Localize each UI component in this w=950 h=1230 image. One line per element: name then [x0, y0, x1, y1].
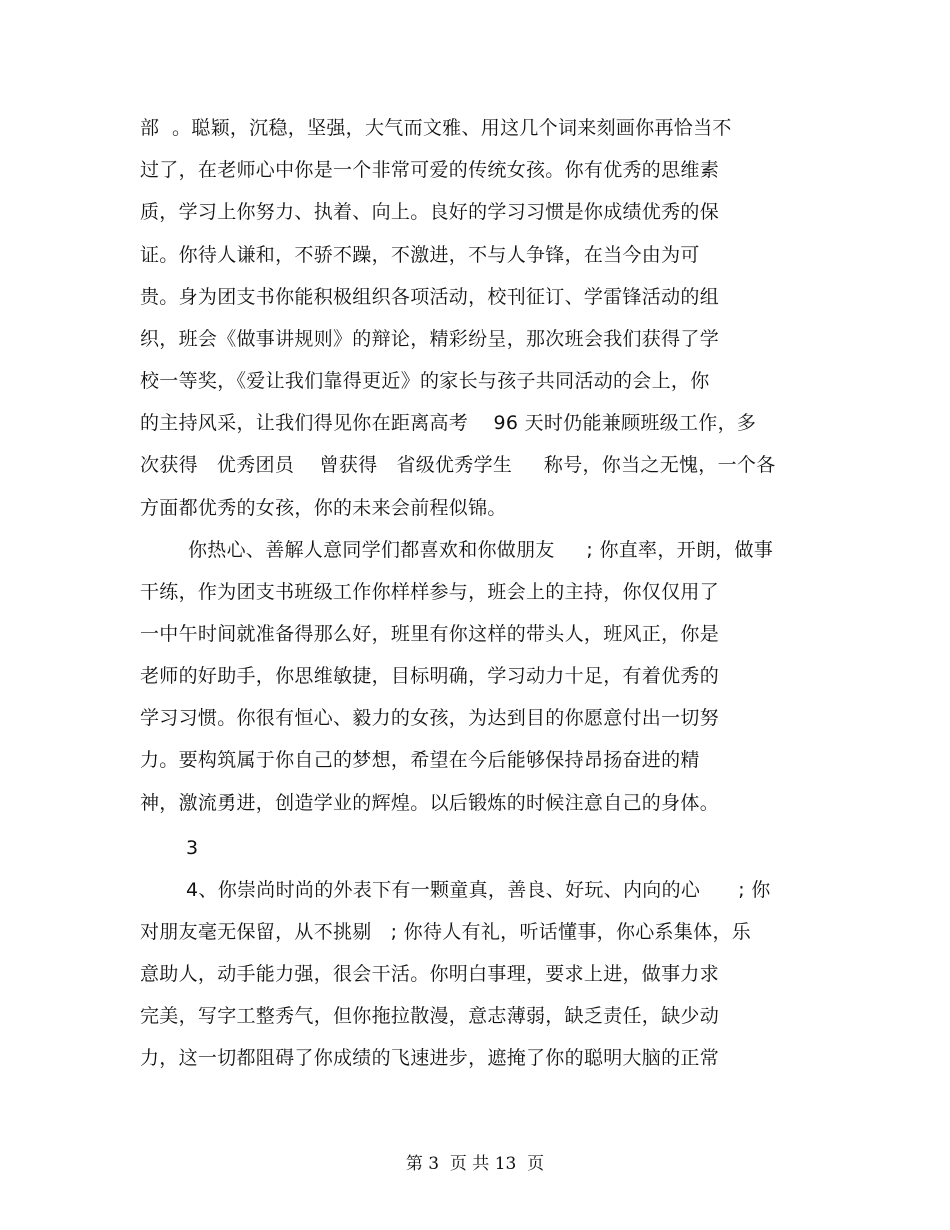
text-line: 织，班会《做事讲规则》的辩论，精彩纷呈，那次班会我们获得了学	[140, 328, 720, 350]
page-footer: 第 3 页 共 13 页	[405, 1154, 545, 1174]
text-line: 质，学习上你努力、执着、向上。良好的学习习惯是你成绩优秀的保	[140, 201, 720, 223]
text-line: 力，这一切都阻碍了你成绩的飞速进步，遮掩了你的聪明大脑的正常	[140, 1047, 720, 1069]
text-line: 部 。聪颖，沉稳，坚强，大气而文雅、用这几个词来刻画你再恰当不	[140, 117, 732, 139]
text-line: 意助人，动手能力强，很会干活。你明白事理，要求上进，做事力求	[140, 963, 720, 985]
text-line: 贵。身为团支书你能积极组织各项活动，校刊征订、学雷锋活动的组	[140, 286, 720, 308]
text-line: 干练，作为团支书班级工作你样样参与，班会上的主持，你仅仅用了	[140, 581, 720, 603]
text-line: 方面都优秀的女孩，你的未来会前程似锦。	[140, 497, 507, 519]
text-line: 4、你崇尚时尚的外表下有一颗童真，善良、好玩、内向的心 ; 你	[186, 879, 771, 901]
text-line: 老师的好助手，你思维敏捷，目标明确，学习动力十足，有着优秀的	[140, 665, 720, 687]
text-line: 你热心、善解人意同学们都喜欢和你做朋友 ; 你直率，开朗，做事	[188, 539, 774, 561]
text-line: 力。要构筑属于你自己的梦想，希望在今后能够保持昂扬奋进的精	[140, 749, 700, 771]
text-line: 次获得 优秀团员 曾获得 省级优秀学生 称号，你当之无愧，一个各	[140, 454, 776, 476]
text-line: 校一等奖，《爱让我们靠得更近》的家长与孩子共同活动的会上，你	[140, 370, 710, 392]
text-line: 一中午时间就准备得那么好，班里有你这样的带头人，班风正，你是	[140, 623, 720, 645]
text-line: 对朋友毫无保留，从不挑剔 ; 你待人有礼，听话懂事，你心系集体，乐	[140, 921, 752, 943]
text-line: 3	[186, 837, 199, 859]
text-line: 完美，写字工整秀气，但你拖拉散漫，意志薄弱，缺乏责任，缺少动	[140, 1005, 720, 1027]
text-line: 学习习惯。你很有恒心、毅力的女孩，为达到目的你愿意付出一切努	[140, 707, 720, 729]
text-line: 神，激流勇进，创造学业的辉煌。以后锻炼的时候注意自己的身体。	[140, 792, 720, 814]
text-line: 证。你待人谦和，不骄不躁，不激进，不与人争锋，在当今由为可	[140, 244, 700, 266]
text-line: 过了，在老师心中你是一个非常可爱的传统女孩。你有优秀的思维素	[140, 159, 720, 181]
text-line: 的主持风采，让我们得见你在距离高考 96 天时仍能兼顾班级工作，多	[140, 412, 757, 434]
